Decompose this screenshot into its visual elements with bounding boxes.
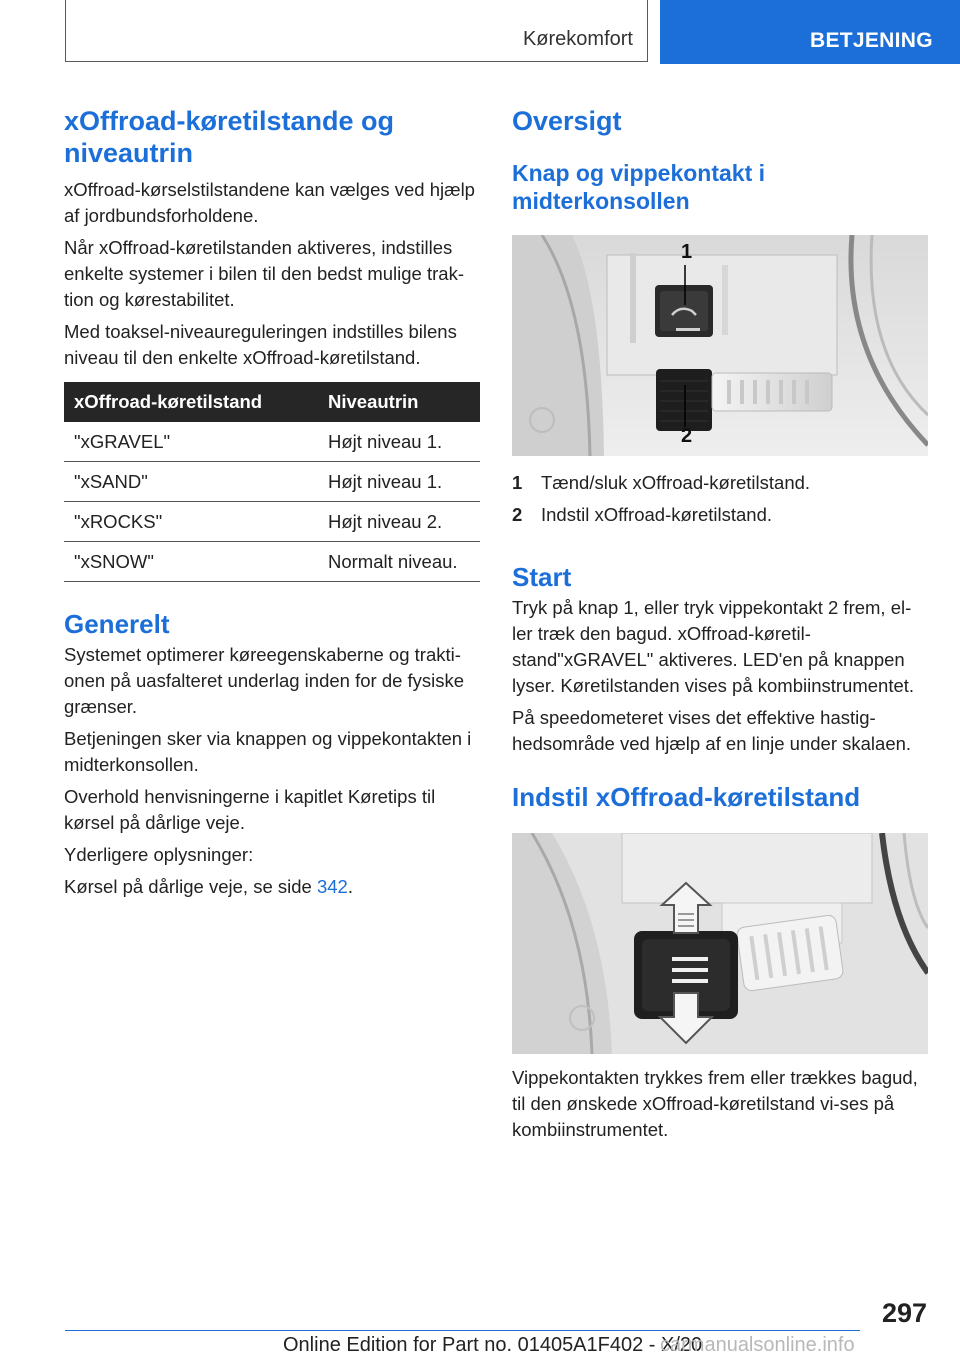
legend-number: 2 xyxy=(512,504,523,525)
table-row xyxy=(64,462,480,502)
table-header-mode: xOffroad-køretilstand xyxy=(64,382,318,422)
table-header-level: Niveautrin xyxy=(318,382,480,422)
page-reference-link[interactable]: 342 xyxy=(316,876,348,897)
rocker-switch-illustration xyxy=(512,833,928,1054)
footer-watermark: carmanualsonline.info xyxy=(660,1334,855,1356)
table-cell-mode: "xROCKS" xyxy=(64,502,318,542)
header-chapter-tab xyxy=(660,0,960,64)
legend-text: Indstil xOffroad-køretilstand. xyxy=(541,504,772,525)
header-section-box xyxy=(65,0,648,62)
section-title-offroad-modes: xOffroad-køretilstande og niveautrin xyxy=(64,106,395,168)
legend-number: 1 xyxy=(512,472,523,493)
header-section-title: Kørekomfort xyxy=(522,28,633,50)
table-cell-mode: "xGRAVEL" xyxy=(64,422,318,462)
table-cell-level: Højt niveau 1. xyxy=(318,422,480,462)
list-item xyxy=(512,499,928,531)
table-row xyxy=(64,502,480,542)
paragraph-start-2: På speedometeret vises det effektive hastig-hedsområde ved hjælp af en linje under skalaen. xyxy=(512,707,912,754)
legend-text: Tænd/sluk xOffroad-køretilstand. xyxy=(541,472,811,493)
reference-end: . xyxy=(347,876,353,897)
paragraph-general-1: Systemet optimerer køreegenskaberne og trakti-onen på uasfalteret underlag inden for de fysiske grænser. xyxy=(64,644,465,717)
modes-table xyxy=(64,382,480,582)
paragraph-general-2: Betjeningen sker via knappen og vippekontakten i midterkonsollen. xyxy=(64,728,472,775)
section-title-start: Start xyxy=(512,562,572,592)
paragraph-intro: xOffroad-kørselstilstandene kan vælges ved hjælp af jordbundsforholdene. xyxy=(64,179,475,226)
section-title-general: Generelt xyxy=(64,609,170,639)
table-cell-level: Normalt niveau. xyxy=(318,542,480,582)
paragraph-general-5 xyxy=(64,874,480,900)
table-cell-mode: "xSAND" xyxy=(64,462,318,502)
paragraph-level-control: Med toaksel-niveaureguleringen indstilles bilens niveau til den enkelte xOffroad-køretilstand. xyxy=(64,321,457,368)
left-column xyxy=(64,100,480,900)
footer-edition: Online Edition for Part no. 01405A1F402 - X/20 xyxy=(283,1334,703,1356)
subsection-title-controls: Knap og vippekontakt i midterkonsollen xyxy=(512,160,766,214)
figure-callout-1: 1 xyxy=(681,241,693,263)
list-item xyxy=(512,467,928,499)
figure-callout-2: 2 xyxy=(681,425,693,447)
table-cell-level: Højt niveau 1. xyxy=(318,462,480,502)
table-cell-mode: "xSNOW" xyxy=(64,542,318,582)
paragraph-set-mode: Vippekontakten trykkes frem eller trækkes bagud, til den ønskede xOffroad-køretilstand vi-ses på kombiinstrumentet. xyxy=(512,1067,918,1140)
table-header-row xyxy=(64,382,480,422)
header-chapter-label: BETJENING xyxy=(810,29,933,52)
right-column xyxy=(512,100,928,1143)
figure-center-console-controls xyxy=(512,235,928,456)
section-title-overview: Oversigt xyxy=(512,106,622,136)
paragraph-start-1: Tryk på knap 1, eller tryk vippekontakt 2 frem, el-ler træk den bagud. xOffroad-køretil-stand"xGRAVEL" aktiveres. LED'en på knappen lyser. Køretilstanden vises på kombiinstrumentet. xyxy=(512,597,915,696)
figure-rocker-switch xyxy=(512,833,928,1054)
paragraph-general-3: Overhold henvisningerne i kapitlet Køretips til kørsel på dårlige veje. xyxy=(64,786,436,833)
paragraph-general-4: Yderligere oplysninger: xyxy=(64,844,254,865)
section-title-set-mode: Indstil xOffroad-køretilstand xyxy=(512,782,861,812)
table-cell-level: Højt niveau 2. xyxy=(318,502,480,542)
table-row xyxy=(64,422,480,462)
table-row xyxy=(64,542,480,582)
paragraph-activation: Når xOffroad-køretilstanden aktiveres, indstilles enkelte systemer i bilen til den bedst mulige trak-tion og kørestabilitet. xyxy=(64,237,464,310)
page-number: 297 xyxy=(881,1298,927,1328)
footer-rule xyxy=(65,1330,860,1331)
reference-text: Kørsel på dårlige veje, se side xyxy=(64,876,317,897)
figure-legend xyxy=(512,467,928,531)
center-console-illustration xyxy=(512,235,928,456)
